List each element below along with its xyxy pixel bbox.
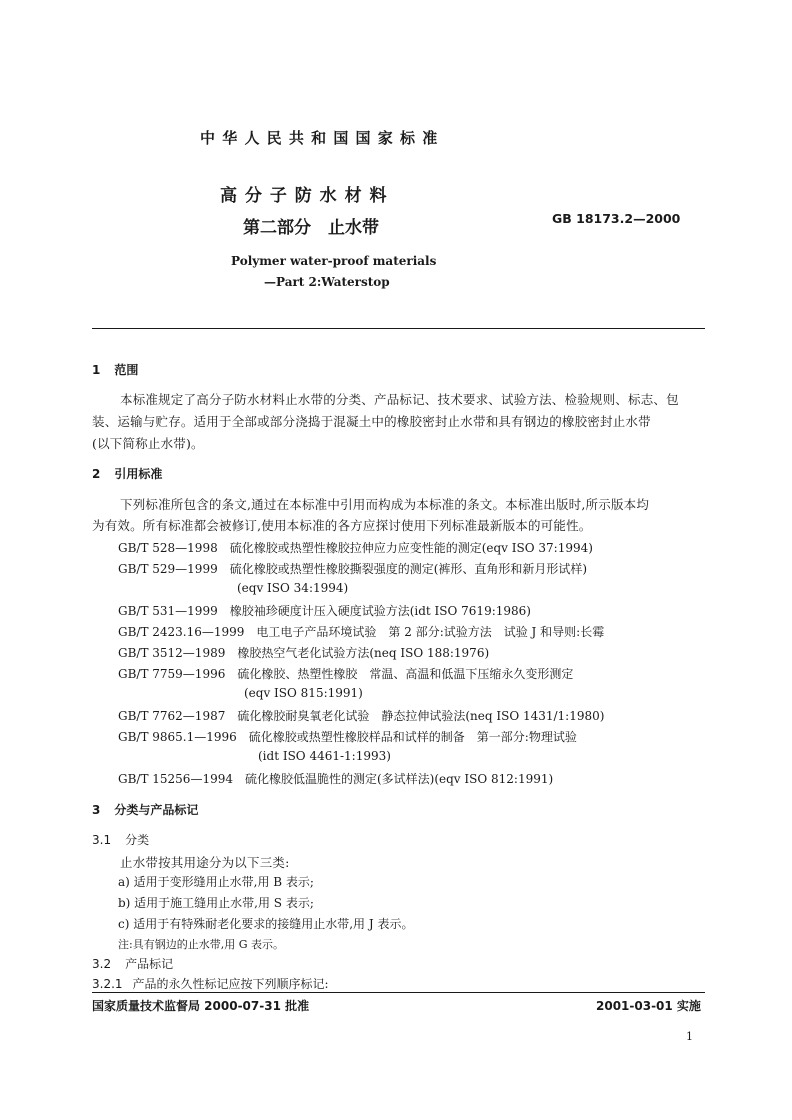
reference-item: GB/T 9865.1—1996 硫化橡胶或热塑性橡胶样品和试样的制备 第一部分:物理试验 — [118, 730, 577, 744]
document-title: 高 分 子 防 水 材 料 — [220, 186, 388, 206]
english-title: Polymer water-proof materials — [231, 254, 437, 268]
reference-item: GB/T 529—1999 硫化橡胶或热塑性橡胶撕裂强度的测定(裤形、直角形和新月形试样) — [118, 562, 588, 576]
effective-date: 2001-03-01 实施 — [596, 999, 701, 1013]
section-2-heading — [92, 465, 162, 482]
subsection-3-2-number: 3.2 — [92, 957, 112, 971]
section-3-heading — [92, 801, 198, 818]
reference-item-continuation: (eqv ISO 815:1991) — [244, 686, 363, 700]
classification-item: c) 适用于有特殊耐老化要求的接缝用止水带,用 J 表示。 — [118, 917, 414, 931]
reference-item: GB/T 2423.16—1999 电工电子产品环境试验 第 2 部分:试验方法 试验 J 和导则:长霉 — [118, 625, 605, 639]
reference-item: GB/T 3512—1989 橡胶热空气老化试验方法(neq ISO 188:1976) — [118, 646, 490, 660]
reference-item: GB/T 7762—1987 硫化橡胶耐臭氧老化试验 静态拉伸试验法(neq ISO 1431/1:1980) — [118, 709, 605, 723]
reference-item: GB/T 531—1999 橡胶袖珍硬度计压入硬度试验方法(idt ISO 7619:1986) — [118, 604, 531, 618]
section-1-paragraph-line: (以下简称止水带)。 — [92, 436, 204, 451]
subsection-3-2-heading — [92, 955, 173, 972]
english-subtitle: —Part 2:Waterstop — [264, 275, 390, 289]
classification-item: a) 适用于变形缝用止水带,用 B 表示; — [118, 875, 314, 889]
classification-note: 注:具有钢边的止水带,用 G 表示。 — [118, 938, 284, 951]
section-2-title: 引用标准 — [114, 467, 163, 481]
reference-item-continuation: (idt ISO 4461-1:1993) — [258, 749, 391, 763]
subsection-3-2-1 — [92, 975, 329, 992]
subsection-3-1-heading — [92, 831, 149, 848]
section-1-heading — [92, 361, 138, 378]
approval-date: 国家质量技术监督局 2000-07-31 批准 — [92, 999, 310, 1013]
national-standard-label: 中 华 人 民 共 和 国 国 家 标 准 — [200, 129, 439, 147]
section-2-paragraph-line: 为有效。所有标准都会被修订,使用本标准的各方应探讨使用下列标准最新版本的可能性。 — [92, 518, 592, 533]
reference-item: GB/T 7759—1996 硫化橡胶、热塑性橡胶 常温、高温和低温下压缩永久变形测定 — [118, 667, 574, 681]
section-3-title: 分类与产品标记 — [114, 803, 199, 817]
subsection-3-2-title: 产品标记 — [125, 957, 174, 971]
section-2-number: 2 — [92, 467, 101, 481]
subsection-3-2-1-text: 产品的永久性标记应按下列顺序标记: — [132, 977, 329, 991]
footer-divider — [92, 992, 705, 993]
section-1-number: 1 — [92, 363, 101, 377]
reference-item: GB/T 15256—1994 硫化橡胶低温脆性的测定(多试样法)(eqv ISO 812:1991) — [118, 772, 554, 786]
reference-item-continuation: (eqv ISO 34:1994) — [237, 581, 349, 595]
subsection-3-1-title: 分类 — [125, 833, 150, 847]
reference-item: GB/T 528—1998 硫化橡胶或热塑性橡胶拉伸应力应变性能的测定(eqv ISO 37:1994) — [118, 541, 593, 555]
section-3-number: 3 — [92, 803, 101, 817]
classification-item: b) 适用于施工缝用止水带,用 S 表示; — [118, 896, 314, 910]
section-2-paragraph-line: 下列标准所包含的条文,通过在本标准中引用而构成为本标准的条文。本标准出版时,所示版本均 — [120, 497, 650, 512]
header-divider — [92, 328, 705, 329]
document-subtitle: 第二部分 止水带 — [243, 218, 379, 238]
page-number: 1 — [686, 1030, 693, 1043]
standard-number: GB 18173.2—2000 — [552, 211, 681, 226]
section-1-paragraph-line: 装、运输与贮存。适用于全部或部分浇捣于混凝土中的橡胶密封止水带和具有钢边的橡胶密封止水带 — [92, 414, 651, 429]
classification-intro: 止水带按其用途分为以下三类: — [120, 855, 290, 870]
section-1-title: 范围 — [114, 363, 139, 377]
section-1-paragraph-line: 本标准规定了高分子防水材料止水带的分类、产品标记、技术要求、试验方法、检验规则、标志、包 — [120, 392, 679, 407]
subsection-3-1-number: 3.1 — [92, 833, 112, 847]
subsection-3-2-1-number: 3.2.1 — [92, 977, 123, 991]
